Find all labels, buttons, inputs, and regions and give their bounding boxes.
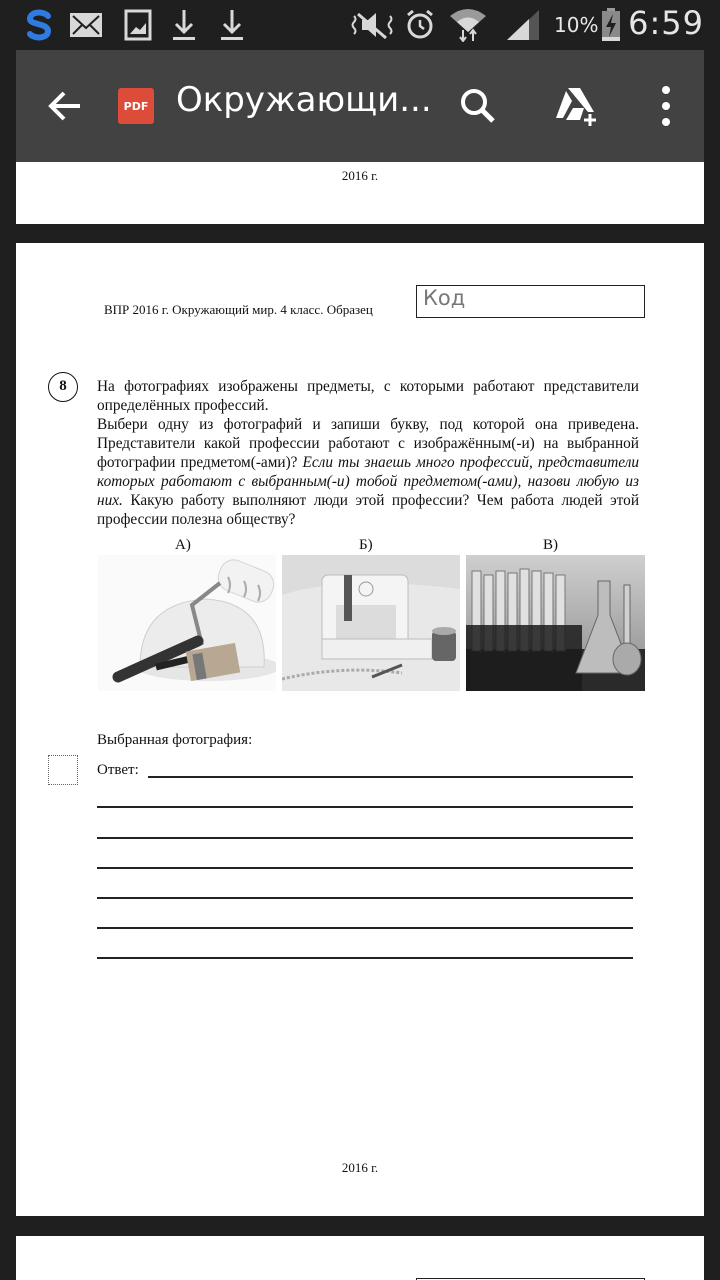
s-app-icon xyxy=(20,8,58,42)
selected-photo-box xyxy=(48,755,78,785)
question-text-3: Какую работу выполняют люди этой профессии? Чем работа людей этой профессии полезна обществу? xyxy=(97,492,639,528)
photo-label-v: В) xyxy=(543,537,558,553)
photo-a-paint-tools xyxy=(98,555,276,691)
answer-line xyxy=(97,837,633,839)
answer-line xyxy=(97,897,633,899)
download-icon xyxy=(218,8,246,42)
mail-icon xyxy=(68,8,104,42)
search-icon xyxy=(456,84,500,128)
page-footer-year: 2016 г. xyxy=(341,168,379,183)
pdf-file-icon: PDF xyxy=(118,88,154,124)
pdf-page-current[interactable] xyxy=(16,243,704,1216)
question-text-2: Выбери одну из фотографий и запиши букву, под которой она приведена. Представители какой профессии работают с изображённым(-и) на выбранной фотографии предметом(-ами)? xyxy=(97,416,639,471)
battery-charging-icon xyxy=(600,8,622,42)
status-bar xyxy=(0,0,720,50)
alarm-icon xyxy=(404,8,436,42)
mute-icon xyxy=(350,8,396,42)
question-text-italic: Если ты знаешь много профессий, представители которых работают с выбранным(-и) тобой предметом(-ами), назови любую из них. xyxy=(97,454,640,509)
question-text xyxy=(97,377,639,529)
pdf-page-next[interactable] xyxy=(16,1236,704,1280)
photo-v-lab-glassware xyxy=(466,555,645,691)
search-button[interactable] xyxy=(456,84,500,128)
signal-icon xyxy=(504,8,542,42)
app-bar xyxy=(16,50,704,162)
answer-line xyxy=(97,927,633,929)
photo-b-sewing-machine xyxy=(282,555,460,691)
code-placeholder: Код xyxy=(423,286,466,310)
page-header: ВПР 2016 г. Окружающий мир. 4 класс. Образец xyxy=(104,302,373,317)
question-number: 8 xyxy=(48,372,78,402)
answer-line xyxy=(97,806,633,808)
add-to-drive-button[interactable] xyxy=(552,82,600,130)
answer-line xyxy=(97,867,633,869)
download-icon xyxy=(170,8,198,42)
back-button[interactable] xyxy=(44,84,88,128)
more-options-button[interactable] xyxy=(654,82,678,130)
code-field xyxy=(416,285,645,318)
answer-line xyxy=(97,957,633,959)
photo-label-b: Б) xyxy=(359,537,373,553)
clock: 6:59 xyxy=(628,4,704,42)
more-vert-icon xyxy=(654,82,678,130)
answer-line xyxy=(148,776,633,778)
battery-percent: 10% xyxy=(554,13,599,37)
wifi-icon xyxy=(448,8,488,42)
page-footer-year: 2016 г. xyxy=(341,1160,379,1175)
selected-photo-label: Выбранная фотография: xyxy=(97,732,253,748)
image-icon xyxy=(122,8,154,42)
pdf-page-previous[interactable] xyxy=(16,162,704,224)
question-text-1: На фотографиях изображены предметы, с которыми работают представители определённых профессий. xyxy=(97,378,639,414)
document-title: Окружающи... xyxy=(176,80,432,120)
arrow-back-icon xyxy=(44,84,88,128)
drive-add-icon xyxy=(552,82,600,130)
answer-label: Ответ: xyxy=(97,762,139,778)
photo-label-a: А) xyxy=(175,537,191,553)
